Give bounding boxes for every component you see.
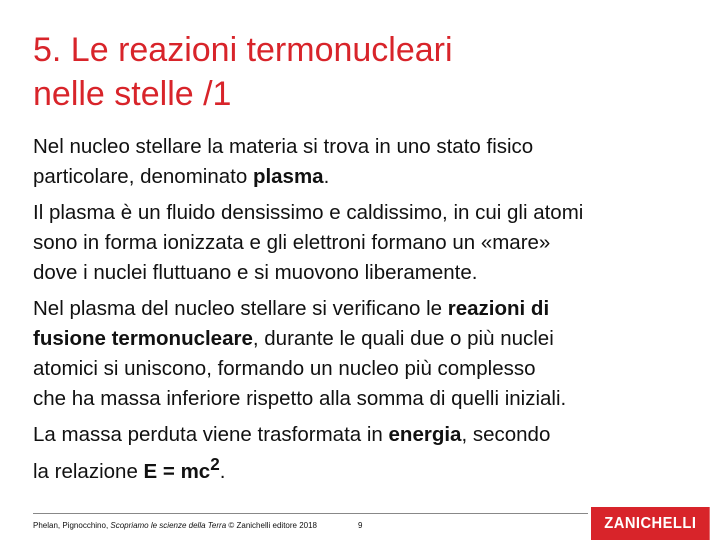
bold-term-reazioni: reazioni di — [447, 297, 550, 320]
paragraph-2 — [33, 198, 703, 288]
paragraph-2-line-2: sono in forma ionizzata e gli elettroni formano un «mare» — [33, 231, 551, 254]
formula-text: E = mc — [143, 459, 211, 483]
text-run: particolare, denominato — [33, 165, 253, 188]
bold-term-plasma: plasma — [252, 165, 324, 188]
footer-credits — [33, 521, 317, 530]
slide-body — [33, 132, 703, 493]
publisher-logo: ZANICHELLI — [591, 507, 710, 540]
paragraph-3-line-4: che ha massa inferiore rispetto alla somma di quelli iniziali. — [33, 387, 567, 410]
paragraph-4 — [33, 420, 703, 487]
footer-publisher: © Zanichelli editore 2018 — [226, 521, 317, 530]
paragraph-4-line-1 — [33, 420, 703, 450]
bold-term-energia: energia — [388, 423, 462, 446]
slide-title-line-2: nelle stelle /1 — [33, 75, 232, 113]
page-number: 9 — [358, 521, 363, 530]
slide-title-line-1: 5. Le reazioni termonucleari — [33, 31, 453, 69]
footer-authors: Phelan, Pignocchino, — [33, 521, 111, 530]
bold-term-fusione: fusione termonucleare — [33, 327, 253, 350]
text-run: Nel plasma del nucleo stellare si verificano le — [33, 297, 448, 320]
paragraph-3 — [33, 294, 703, 414]
paragraph-3-line-2 — [33, 324, 703, 354]
text-run: . — [323, 165, 330, 188]
paragraph-4-line-2 — [33, 450, 703, 487]
paragraph-2-line-3: dove i nuclei fluttuano e si muovono liberamente. — [33, 261, 478, 284]
formula — [143, 455, 220, 483]
text-run: , secondo — [461, 423, 551, 446]
text-run: , durante le quali due o più nuclei — [252, 327, 554, 350]
text-run: la relazione — [33, 459, 144, 483]
paragraph-1-line-2 — [33, 162, 703, 192]
paragraph-1 — [33, 132, 703, 192]
text-run: . — [219, 459, 226, 483]
paragraph-2-line-1: Il plasma è un fluido densissimo e caldissimo, in cui gli atomi — [33, 201, 584, 224]
slide-title — [33, 28, 693, 116]
footer — [0, 507, 720, 540]
formula-exponent: 2 — [210, 455, 220, 474]
footer-divider — [33, 513, 588, 514]
paragraph-3-line-3: atomici si uniscono, formando un nucleo più complesso — [33, 357, 536, 380]
paragraph-1-line-1: Nel nucleo stellare la materia si trova in uno stato fisico — [33, 135, 534, 158]
paragraph-3-line-1 — [33, 294, 703, 324]
text-run: La massa perduta viene trasformata in — [33, 423, 389, 446]
footer-book-title: Scopriamo le scienze della Terra — [110, 521, 227, 530]
